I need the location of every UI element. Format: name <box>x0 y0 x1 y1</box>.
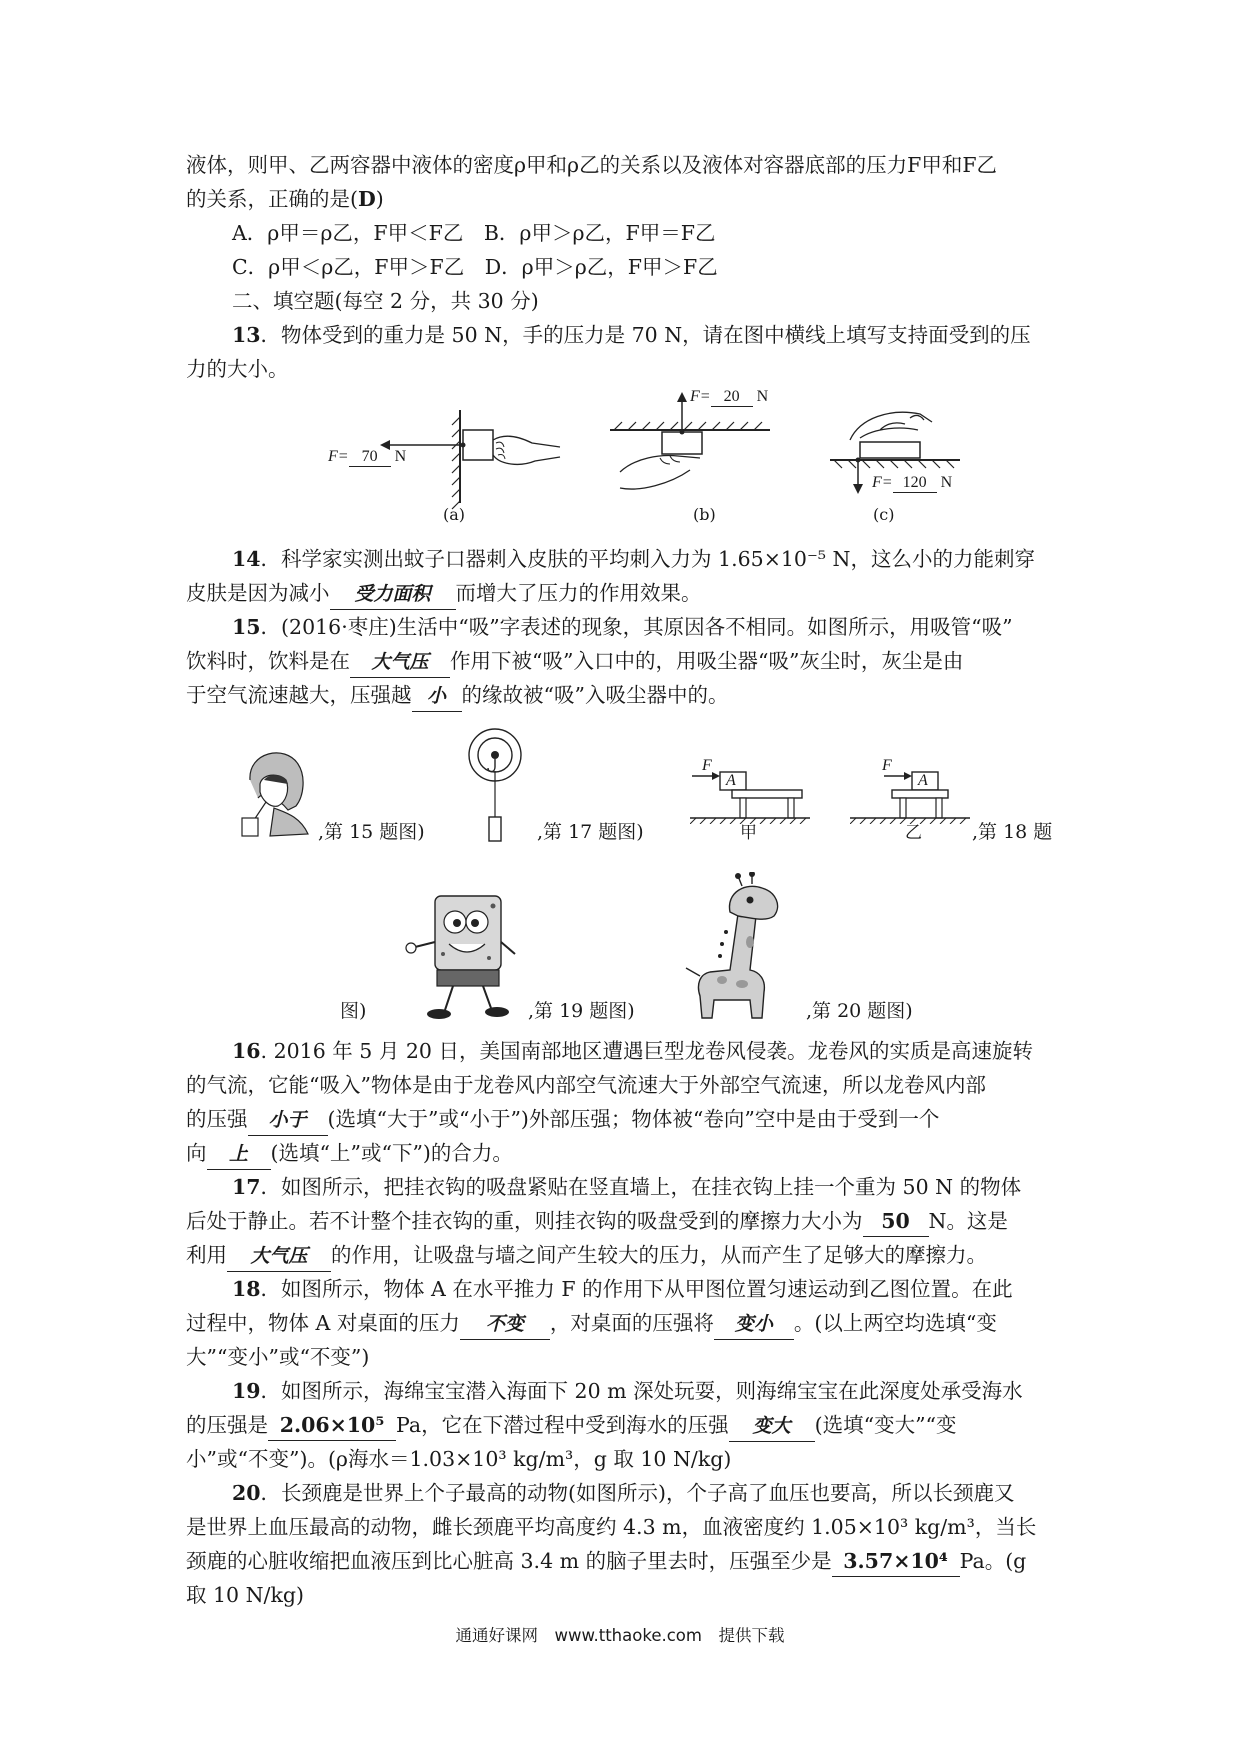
figure-19 <box>405 892 525 1022</box>
figure-13b-prefix: F= <box>690 388 711 405</box>
figure-15 <box>230 740 320 840</box>
q19-answer-1: 2.06×10⁵ <box>268 1410 396 1441</box>
q19-text-before: 的压强是 <box>186 1413 268 1437</box>
q19-line1 <box>232 1376 1023 1406</box>
q17-answer-1: 50 <box>863 1206 929 1237</box>
q16-text-middle: (选填“大于”或“小于”)外部压强；物体被“卷向”空中是由于受到一个 <box>327 1107 940 1131</box>
figure-18-yi-block-label: A <box>918 772 928 789</box>
figure-18-yi <box>850 752 970 824</box>
q16-line3 <box>186 1104 939 1136</box>
q20-text-after: Pa。(g <box>959 1549 1027 1573</box>
q12-options-row2 <box>232 252 718 282</box>
q12-option-a: A．ρ甲＝ρ乙，F甲＜F乙 <box>232 221 464 245</box>
figure-13b-unit: N <box>756 388 769 405</box>
q14-line1 <box>232 544 1035 574</box>
q12-line2 <box>186 184 384 214</box>
q15-text-after: 的缘故被“吸”入吸尘器中的。 <box>461 683 729 707</box>
q14-text: ．科学家实测出蚊子口器刺入皮肤的平均刺入力为 1.65×10⁻⁵ N，这么小的力能刺穿 <box>260 547 1035 571</box>
figure-13a-unit: N <box>394 448 407 465</box>
figure-13a-label <box>328 448 406 467</box>
q20-line3 <box>186 1546 1026 1577</box>
q17-text-before-2: 利用 <box>186 1243 227 1267</box>
q16-text-after: (选填“上”或“下”)的合力。 <box>270 1141 513 1165</box>
q15-line2 <box>186 646 963 678</box>
q17-text-after: 的作用，让吸盘与墙之间产生较大的压力，从而产生了足够大的摩擦力。 <box>331 1243 987 1267</box>
q12-answer: D <box>358 187 376 211</box>
q17-line2 <box>186 1206 1008 1237</box>
q16-answer-1: 小于 <box>248 1105 328 1136</box>
q12-option-d: D．ρ甲＞ρ乙，F甲＞F乙 <box>484 255 718 279</box>
q17-line3 <box>186 1240 987 1272</box>
figure-13b <box>600 392 800 512</box>
q18-line1 <box>232 1274 1013 1304</box>
q20-line4: 取 10 N/kg) <box>186 1583 305 1607</box>
q19-answer-2: 变大 <box>729 1411 815 1442</box>
figure-13a-prefix: F= <box>328 448 349 465</box>
q15-answer-2: 小 <box>412 681 462 712</box>
figure-17-caption: ,第 17 题图) <box>537 821 644 843</box>
q19-text-after: (选填“变大”“变 <box>814 1413 957 1437</box>
page-footer: 通通好课网 www.tthaoke.com 提供下载 <box>455 1626 785 1645</box>
q18-answer-2: 变小 <box>714 1309 794 1340</box>
q15-text-before-2: 于空气流速越大，压强越 <box>186 683 412 707</box>
q19-text: ．如图所示，海绵宝宝潜入海面下 20 m 深处玩耍，则海绵宝宝在此深度处承受海水 <box>260 1379 1023 1403</box>
q16-text-before: 的压强 <box>186 1107 248 1131</box>
q14-answer: 受力面积 <box>330 579 456 610</box>
q20-answer: 3.57×10⁴ <box>832 1546 960 1577</box>
q13-line1 <box>232 320 1031 350</box>
q16-line1 <box>232 1036 1033 1066</box>
q15-text-middle: 作用下被“吸”入口中的，用吸尘器“吸”灰尘时，灰尘是由 <box>450 649 964 673</box>
figure-13b-label <box>690 388 768 407</box>
q18-text-after: 。(以上两空均选填“变 <box>793 1311 997 1335</box>
q19-text-middle: Pa，它在下潜过程中受到海水的压强 <box>396 1413 729 1437</box>
figure-13a-caption: (a) <box>443 505 466 524</box>
section-title: 二、填空题(每空 2 分，共 30 分) <box>232 289 539 313</box>
q16-answer-2: 上 <box>207 1139 271 1170</box>
q20-line2: 是世界上血压最高的动物，雌长颈鹿平均高度约 4.3 m，血液密度约 1.05×10³ kg/m³，当长 <box>186 1515 1037 1539</box>
q17-text: ．如图所示，把挂衣钩的吸盘紧贴在竖直墙上，在挂衣钩上挂一个重为 50 N 的物体 <box>260 1175 1022 1199</box>
q15-text: ．(2016·枣庄)生活中“吸”字表述的现象，其原因各不相同。如图所示，用吸管“吸” <box>260 615 1013 639</box>
q15-line1 <box>232 612 1013 642</box>
q15-answer-1: 大气压 <box>350 647 450 678</box>
q12-option-b: B．ρ甲＞ρ乙，F甲＝F乙 <box>483 221 716 245</box>
q19-line2 <box>186 1410 957 1442</box>
q14-text-before: 皮肤是因为减小 <box>186 581 330 605</box>
q19-line3: 小”或“不变”)。(ρ海水＝1.03×10³ kg/m³，g 取 10 N/kg) <box>186 1447 732 1471</box>
q15-number: 15 <box>232 615 261 639</box>
figure-18-yi-force-label: F <box>882 757 892 774</box>
figure-20 <box>680 872 810 1022</box>
q16-text: . 2016 年 5 月 20 日，美国南部地区遭遇巨型龙卷风侵袭。龙卷风的实质是高速旋转 <box>260 1039 1033 1063</box>
q17-number: 17 <box>232 1175 261 1199</box>
q20-line1 <box>232 1478 1015 1508</box>
figure-13b-answer: 20 <box>711 388 753 407</box>
figure-20-caption: ,第 20 题图) <box>806 1000 913 1022</box>
q17-text-before: 后处于静止。若不计整个挂衣钩的重，则挂衣钩的吸盘受到的摩擦力大小为 <box>186 1209 863 1233</box>
q20-text: ．长颈鹿是世界上个子最高的动物(如图所示)，个子高了血压也要高，所以长颈鹿又 <box>260 1481 1015 1505</box>
figure-18-yi-label: 乙 <box>905 823 922 843</box>
q12-line1: 液体，则甲、乙两容器中液体的密度ρ甲和ρ乙的关系以及液体对容器底部的压力F甲和F乙 <box>186 153 998 177</box>
figure-13c-prefix: F= <box>872 474 893 491</box>
q18-line2 <box>186 1308 997 1340</box>
q18-answer-1: 不变 <box>460 1309 550 1340</box>
q14-text-after: 而增大了压力的作用效果。 <box>455 581 702 605</box>
q15-text-before: 饮料时，饮料是在 <box>186 649 350 673</box>
figure-17 <box>460 725 530 845</box>
q16-text-before-2: 向 <box>186 1141 207 1165</box>
q12-line2-text: 的关系，正确的是( <box>186 187 358 211</box>
q18-line3: 大”“变小”或“不变”) <box>186 1345 370 1369</box>
q17-text-middle: N。这是 <box>928 1209 1008 1233</box>
q18-text-middle: ，对桌面的压强将 <box>549 1311 714 1335</box>
figure-18-caption: ,第 18 题 <box>972 821 1053 843</box>
figure-13c-label <box>872 474 952 493</box>
q20-number: 20 <box>232 1481 261 1505</box>
q13-text: ．物体受到的重力是 50 N，手的压力是 70 N，请在图中横线上填写支持面受到的压 <box>260 323 1031 347</box>
q13-number: 13 <box>232 323 261 347</box>
q16-number: 16 <box>232 1039 261 1063</box>
figure-13c-unit: N <box>940 474 953 491</box>
figure-13c-caption: (c) <box>873 505 895 524</box>
q19-number: 19 <box>232 1379 261 1403</box>
figure-19-caption: ,第 19 题图) <box>528 1000 635 1022</box>
figure-13a-answer: 70 <box>349 448 391 467</box>
q14-number: 14 <box>232 547 261 571</box>
figure-18-caption-end: 图) <box>340 1000 367 1022</box>
q16-line4 <box>186 1138 513 1170</box>
q16-line2: 的气流，它能“吸入”物体是由于龙卷风内部空气流速大于外部空气流速，所以龙卷风内部 <box>186 1073 986 1097</box>
q14-line2 <box>186 578 702 610</box>
figure-13c-answer: 120 <box>893 474 937 493</box>
q17-line1 <box>232 1172 1021 1202</box>
q18-text-before: 过程中，物体 A 对桌面的压力 <box>186 1311 460 1335</box>
q12-line2-close: ) <box>375 187 384 211</box>
figure-18-jia-force-label: F <box>702 757 712 774</box>
q20-text-before: 颈鹿的心脏收缩把血液压到比心脏高 3.4 m 的脑子里去时，压强至少是 <box>186 1549 832 1573</box>
q12-options-row1 <box>232 218 715 248</box>
q17-answer-2: 大气压 <box>227 1241 331 1272</box>
figure-18-jia-block-label: A <box>726 772 736 789</box>
figure-13b-caption: (b) <box>693 505 716 524</box>
q15-line3 <box>186 680 728 712</box>
q18-text: ．如图所示，物体 A 在水平推力 F 的作用下从甲图位置匀速运动到乙图位置。在此 <box>260 1277 1013 1301</box>
q13-line2: 力的大小。 <box>186 357 289 381</box>
q18-number: 18 <box>232 1277 261 1301</box>
figure-15-caption: ,第 15 题图) <box>318 821 425 843</box>
figure-18-jia-label: 甲 <box>740 823 757 843</box>
q12-option-c: C．ρ甲＜ρ乙，F甲＞F乙 <box>232 255 465 279</box>
